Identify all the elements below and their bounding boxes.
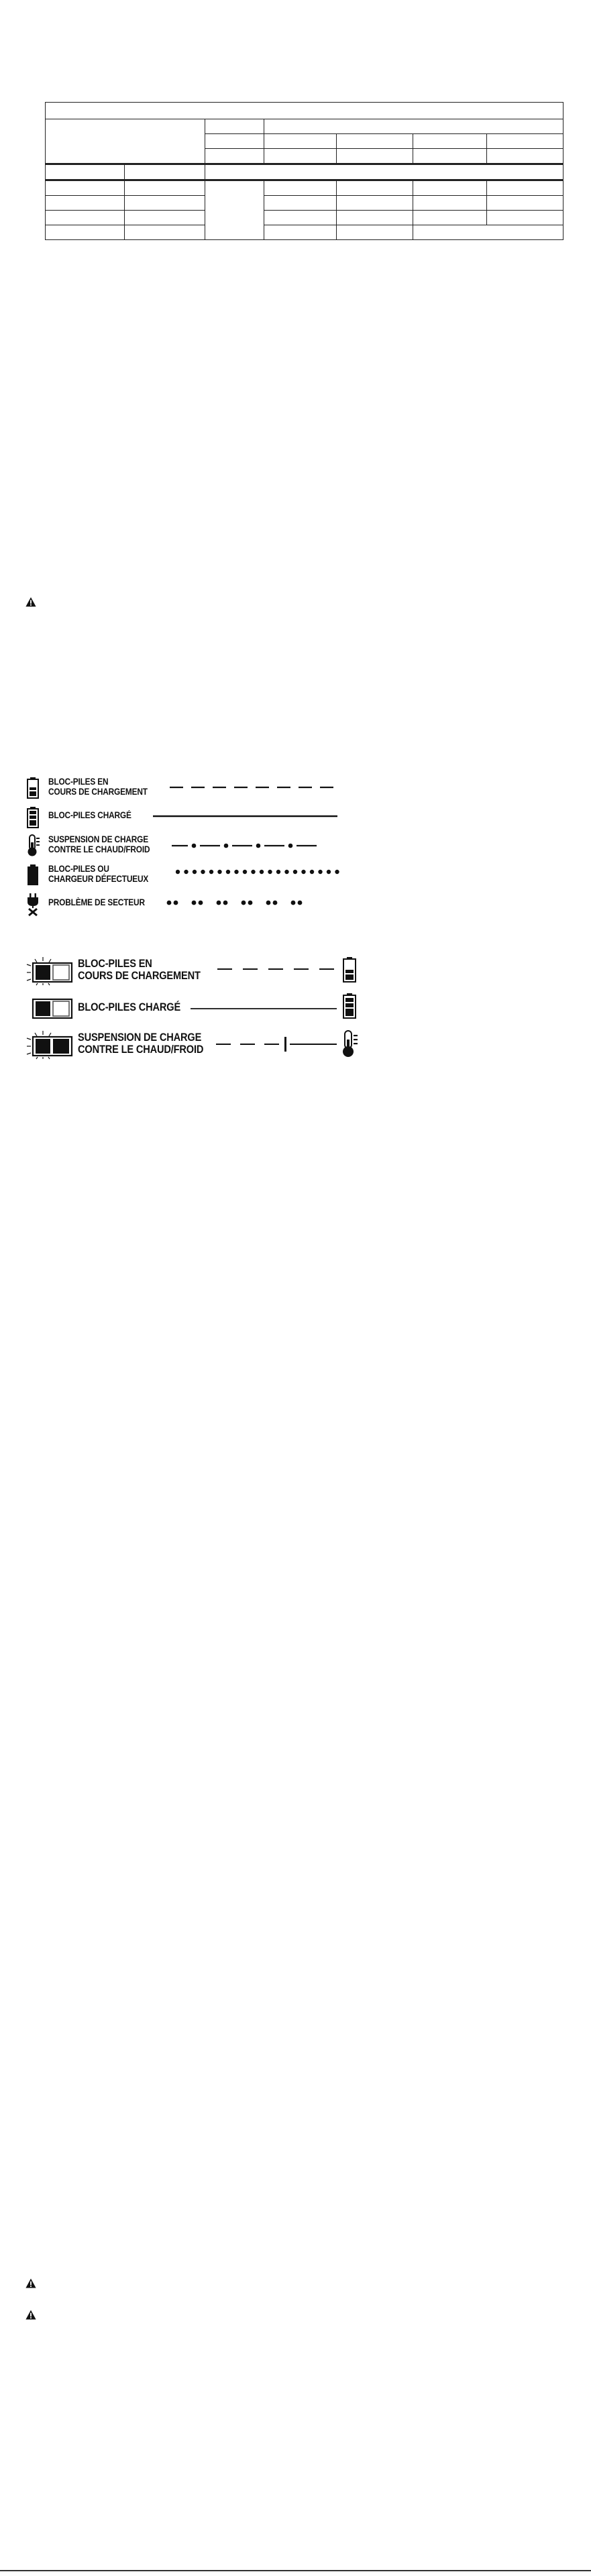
legend-row-charging (25, 777, 388, 803)
battery-charging-icon (25, 777, 40, 799)
table-cell (487, 134, 563, 149)
table-cell (46, 164, 125, 180)
table-cell (125, 225, 205, 240)
table-row (46, 180, 563, 196)
table-cell (337, 225, 413, 240)
table-cell (264, 180, 337, 196)
legend-label: PROBLÈME DE SECTEUR (48, 897, 145, 907)
table-cell (487, 211, 563, 225)
table-cell (413, 180, 487, 196)
legend-label: BLOC-PILES CHARGÉ (48, 810, 131, 820)
table-cell (264, 134, 337, 149)
battery-full-icon (341, 993, 358, 1021)
table-row (46, 196, 563, 211)
table-cell (125, 180, 205, 196)
legend-label-line2: CONTRE LE CHAUD/FROID (48, 844, 150, 854)
table-cell (46, 211, 125, 225)
table-cell (205, 134, 264, 149)
table-cell (46, 119, 205, 164)
led-legend-single (25, 771, 388, 919)
blink-pattern-dash-dot (172, 843, 339, 848)
blink-pattern-dashed (217, 967, 335, 971)
legend-row-hot-cold (25, 1030, 388, 1060)
spec-table (45, 102, 563, 240)
table-row (46, 164, 563, 180)
table-cell (205, 149, 264, 164)
table-cell (46, 180, 125, 196)
table-cell (264, 119, 563, 134)
table-row (46, 211, 563, 225)
legend-row-charging (25, 956, 388, 986)
table-cell (264, 149, 337, 164)
blink-pattern-dashed (170, 785, 337, 789)
table-row (46, 103, 563, 119)
table-cell (337, 134, 413, 149)
indicator-lights-icon (25, 1030, 75, 1060)
table-cell (264, 196, 337, 211)
legend-row-charged (25, 993, 388, 1022)
table-cell (487, 180, 563, 196)
footer-rule (0, 2570, 591, 2571)
legend-label-line2: CONTRE LE CHAUD/FROID (78, 1043, 204, 1056)
legend-label-line2: COURS DE CHARGEMENT (48, 787, 148, 797)
warning-triangle-icon (25, 2278, 36, 2288)
indicator-lights-icon (25, 956, 75, 986)
legend-label-line2: CHARGEUR DÉFECTUEUX (48, 874, 149, 884)
table-cell (205, 180, 264, 240)
table-cell (46, 103, 563, 119)
table-cell (46, 225, 125, 240)
blink-pattern-double-dot (166, 899, 341, 906)
blink-pattern-dash-bar-solid (216, 1037, 337, 1052)
blink-pattern-solid (191, 1007, 337, 1011)
legend-label: BLOC-PILES CHARGÉ (78, 1001, 181, 1013)
table-cell (125, 196, 205, 211)
table-cell (487, 149, 563, 164)
legend-label: SUSPENSION DE CHARGE (78, 1031, 202, 1044)
table-cell (264, 211, 337, 225)
table-cell (413, 225, 563, 240)
table-cell (413, 211, 487, 225)
legend-label: BLOC-PILES OU (48, 864, 109, 874)
table-cell (46, 196, 125, 211)
legend-label-line2: COURS DE CHARGEMENT (78, 969, 201, 982)
battery-charging-icon (341, 956, 358, 985)
indicator-lights-icon (25, 993, 75, 1022)
battery-full-icon (25, 806, 40, 829)
table-cell (337, 196, 413, 211)
thermometer-icon (25, 834, 40, 857)
table-cell (205, 119, 264, 134)
blink-pattern-dotted (176, 869, 340, 875)
thermometer-icon (341, 1030, 358, 1058)
warning-triangle-icon (25, 2310, 36, 2320)
table-cell (413, 134, 487, 149)
table-cell (125, 211, 205, 225)
table-cell (337, 180, 413, 196)
warning-triangle-icon (25, 597, 36, 607)
table-cell (337, 149, 413, 164)
table-cell (205, 164, 563, 180)
legend-row-defective (25, 864, 388, 891)
table-row (46, 119, 563, 134)
power-plug-icon (25, 893, 40, 916)
table-cell (125, 164, 205, 180)
legend-row-charged (25, 806, 388, 833)
legend-row-power-problem (25, 893, 388, 920)
table-cell (413, 149, 487, 164)
legend-label: SUSPENSION DE CHARGE (48, 834, 148, 844)
table-cell (413, 196, 487, 211)
blink-pattern-solid (153, 814, 337, 818)
legend-label: BLOC-PILES EN (78, 957, 152, 970)
table-cell (487, 196, 563, 211)
table-row (46, 225, 563, 240)
table-cell (264, 225, 337, 240)
table-cell (337, 211, 413, 225)
legend-label: BLOC-PILES EN (48, 777, 109, 787)
battery-fault-icon (25, 864, 40, 887)
legend-row-hot-cold (25, 834, 388, 861)
led-legend-dual (25, 952, 388, 1063)
